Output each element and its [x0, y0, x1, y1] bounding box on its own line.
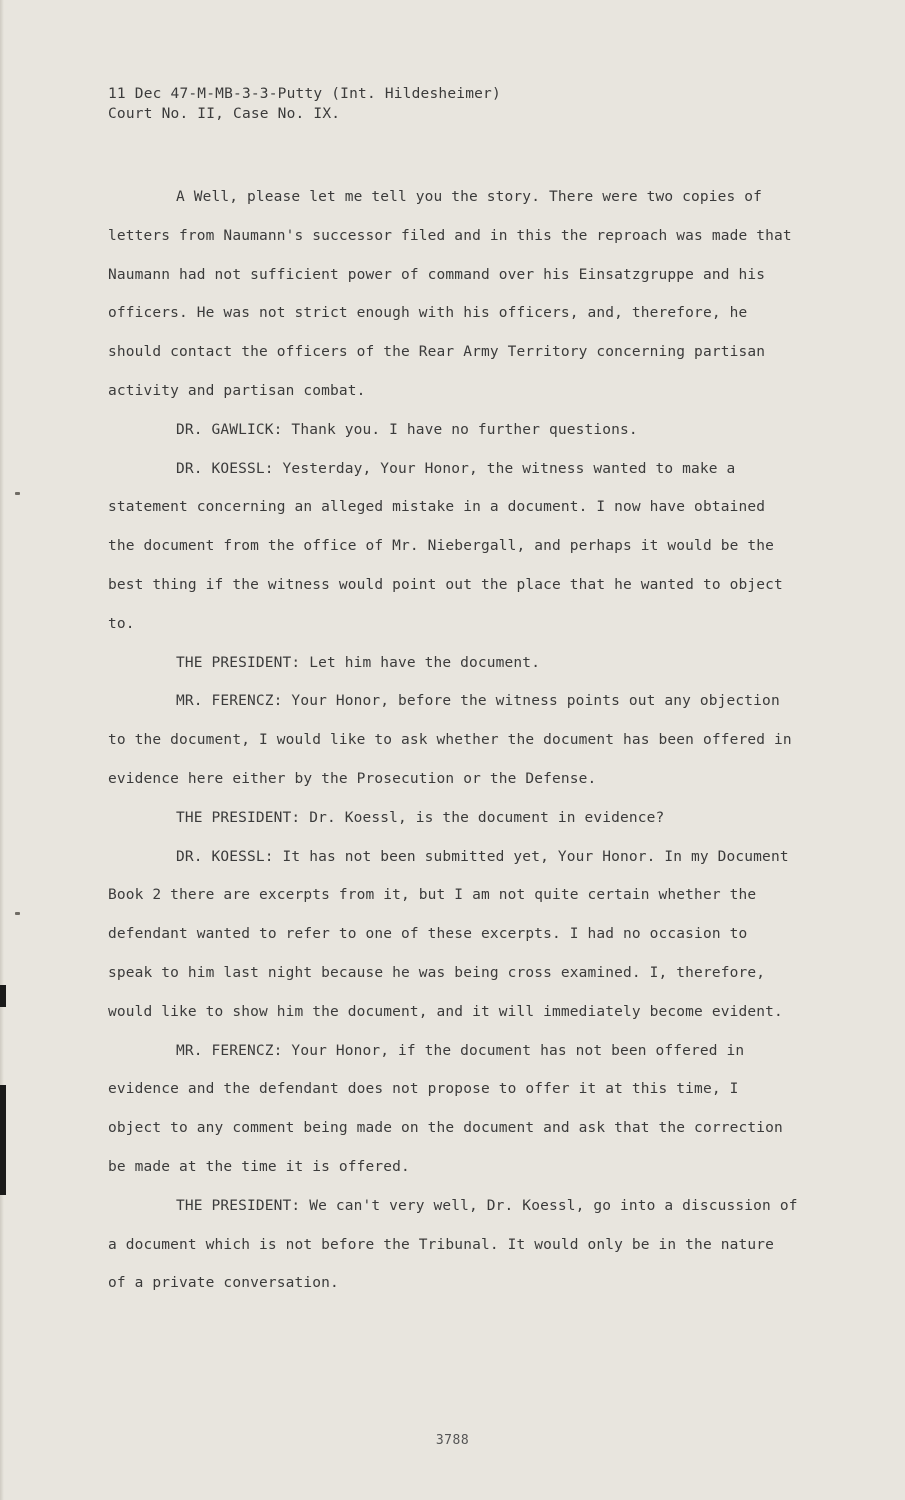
header-line-1: 11 Dec 47-M-MB-3-3-Putty (Int. Hildesheimer) — [108, 86, 501, 102]
answer-paragraph: A Well, please let me tell you the story. There were two copies of letters from Naumann's successor filed and in this the reproach was made that Naumann had not sufficient power of command over his Einsatzgruppe and his officers. He was not strict enough with his officers, and, therefore, he should contact the officers of the Rear Army Territory concerning partisan activity and partisan combat. — [108, 189, 792, 399]
ferencz-paragraph-2: MR. FERENCZ: Your Honor, if the document has not been offered in evidence and the defendant does not propose to offer it at this time, I object to any comment being made on the document and ask that the correction be made at the time it is offered. — [108, 1042, 783, 1175]
ferencz-paragraph-1: MR. FERENCZ: Your Honor, before the witness points out any objection to the document, I would like to ask whether the document has been offered in evidence here either by the Prosecution or the Defense. — [108, 693, 792, 787]
transcript-header — [108, 84, 501, 124]
koessl-paragraph-1: DR. KOESSL: Yesterday, Your Honor, the witness wanted to make a statement concerning an alleged mistake in a document. I now have obtained the document from the office of Mr. Niebergall, and perhaps it would be the best thing if the witness would point out the place that he wanted to object to. — [108, 460, 783, 632]
president-paragraph-1: THE PRESIDENT: Let him have the document. — [176, 654, 541, 671]
binding-mark-upper — [0, 985, 6, 1007]
president-paragraph-3: THE PRESIDENT: We can't very well, Dr. Koessl, go into a discussion of a document which is not before the Tribunal. It would only be in the nature of a private conversation. — [108, 1197, 798, 1292]
binding-mark-lower — [0, 1085, 6, 1195]
transcript-body — [108, 178, 798, 1303]
header-line-2: Court No. II, Case No. IX. — [108, 106, 341, 122]
president-paragraph-2: THE PRESIDENT: Dr. Koessl, is the document in evidence? — [176, 809, 665, 826]
koessl-paragraph-2: DR. KOESSL: It has not been submitted yet, Your Honor. In my Document Book 2 there are excerpts from it, but I am not quite certain whether the defendant wanted to refer to one of these excerpts. I had no occasion to speak to him last night because he was being cross examined. I, therefore, would like to show him the document, and it will immediately become evident. — [108, 848, 789, 1020]
page-number: 3788 — [435, 1433, 470, 1448]
gawlick-paragraph: DR. GAWLICK: Thank you. I have no further questions. — [176, 421, 638, 438]
punch-mark — [15, 492, 20, 495]
page-edge-shadow — [0, 0, 4, 1500]
punch-mark — [15, 912, 20, 915]
